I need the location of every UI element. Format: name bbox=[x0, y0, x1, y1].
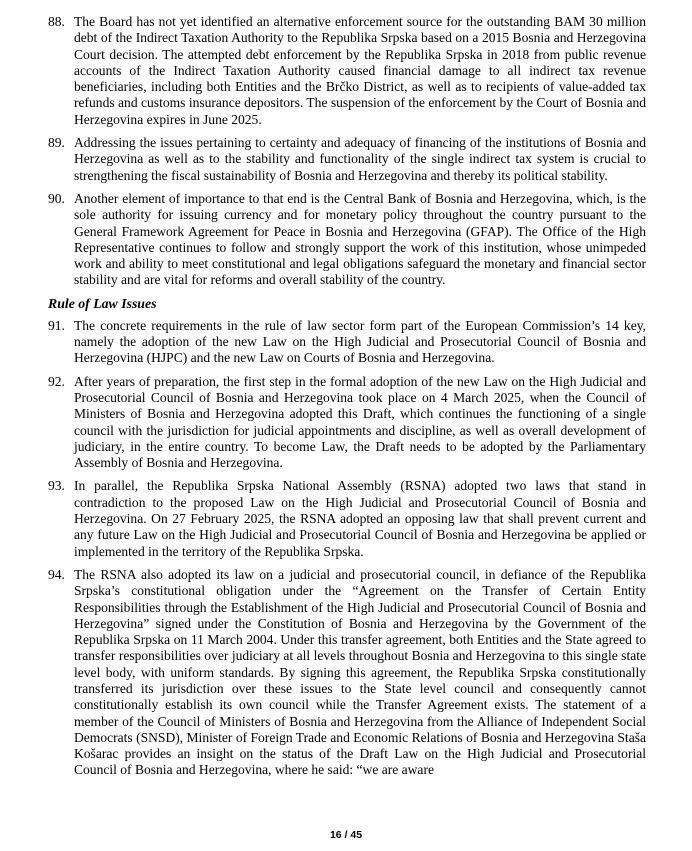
page-number: 16 / 45 bbox=[329, 829, 363, 841]
paragraph-number: 90. bbox=[48, 190, 65, 206]
paragraph-text: In parallel, the Republika Srpska National Assembly (RSNA) adopted two laws that stand in contradiction to the proposed Law on the High Judicial and Prosecutorial Council of Bosnia and Herzegovina. On 27 February 2025, the RSNA adopted an opposing law that shall prevent current and any future Law on the High Judicial and Prosecutorial Council of Bosnia and Herzegovina be applied or implemented in the territory of the Republika Srpska. bbox=[74, 478, 646, 559]
paragraph-number: 89. bbox=[48, 135, 65, 151]
paragraph-89 bbox=[48, 135, 646, 184]
paragraph-number: 93. bbox=[48, 478, 65, 494]
paragraph-text: The RSNA also adopted its law on a judicial and prosecutorial council, in defiance of the Republika Srpska’s constitutional obligation under the “Agreement on the Transfer of Certain Entity Responsibilities through the Establishment of the High Judicial and Prosecutorial Council of Bosnia and Herzegovina” signed under the Constitution of Bosnia and Herzegovina by the Government of the Republika Srpska on 11 March 2004. Under this transfer agreement, both Entities and the State agreed to transfer responsibilities over judiciary at all levels throughout Bosnia and Herzegovina to this single state level body, with uniform standards. By signing this agreement, the Republika Srpska constitutionally transferred its jurisdiction over these issues to the State level council and consequently cannot constitutionally establish its own council while the Transfer Agreement exists. The statement of a member of the Council of Ministers of Bosnia and Herzegovina from the Alliance of Independent Social Democrats (SNSD), Minister of Foreign Trade and Economic Relations of Bosnia and Herzegovina Staša Košarac provides an insight on the status of the Draft Law on the High Judicial and Prosecutorial Council of Bosnia and Herzegovina, where he said: “we are aware bbox=[74, 566, 646, 778]
paragraph-number: 91. bbox=[48, 317, 65, 333]
paragraph-88 bbox=[48, 14, 646, 128]
paragraph-94 bbox=[48, 567, 646, 779]
paragraph-93 bbox=[48, 478, 646, 559]
paragraph-number: 94. bbox=[48, 566, 65, 582]
paragraph-number: 92. bbox=[48, 373, 65, 389]
paragraph-text: The concrete requirements in the rule of law sector form part of the European Commission’s 14 key, namely the adoption of the new Law on the High Judicial and Prosecutorial Council of Bosnia and Herzegovina (HJPC) and the new Law on Courts of Bosnia and Herzegovina. bbox=[74, 317, 646, 366]
paragraph-text: Addressing the issues pertaining to certainty and adequacy of financing of the institutions of Bosnia and Herzegovina as well as to the stability and functionality of the single indirect tax system is crucial to strengthening the fiscal sustainability of Bosnia and Herzegovina and thereby its political stability. bbox=[74, 135, 646, 183]
paragraph-92 bbox=[48, 374, 646, 472]
paragraph-text: Another element of importance to that end is the Central Bank of Bosnia and Herzegovina, which, is the sole authority for issuing currency and for monetary policy throughout the country pursuant to the General Framework Agreement for Peace in Bosnia and Herzegovina (GFAP). The Office of the High Representative continues to follow and strongly support the work of this institution, whose unimpeded work and ability to meet constitutional and legal obligations safeguard the monetary and financial sector stability and are vital for reforms and overall stability of the country. bbox=[74, 190, 646, 288]
paragraph-90 bbox=[48, 191, 646, 289]
paragraph-text: The Board has not yet identified an alternative enforcement source for the outstanding BAM 30 million debt of the Indirect Taxation Authority to the Republika Srpska based on a 2015 Bosnia and Herzegovina Court decision. The attempted debt enforcement by the Republika Srpska in 2018 from public revenue accounts of the Indirect Taxation Authority caused financial damage to all indirect tax revenue beneficiaries, including both Entities and the Brčko District, as well as to recipients of value-added tax refunds and customs insurance depositors. The suspension of the enforcement by the Court of Bosnia and Herzegovina expires in June 2025. bbox=[74, 14, 646, 127]
page-content bbox=[48, 14, 646, 786]
paragraph-text: After years of preparation, the first step in the formal adoption of the new Law on the High Judicial and Prosecutorial Council of Bosnia and Herzegovina took place on 4 March 2025, when the Council of Ministers of Bosnia and Herzegovina adopted this Draft, which continues the functioning of a single council with the jurisdiction for judicial appointments and discipline, as well as overall development of judiciary, in the entire country. To become Law, the Draft needs to be adopted by the Parliamentary Assembly of Bosnia and Herzegovina. bbox=[74, 373, 646, 471]
paragraph-number: 88. bbox=[48, 14, 65, 29]
paragraph-91 bbox=[48, 318, 646, 367]
section-heading: Rule of Law Issues bbox=[48, 295, 157, 311]
